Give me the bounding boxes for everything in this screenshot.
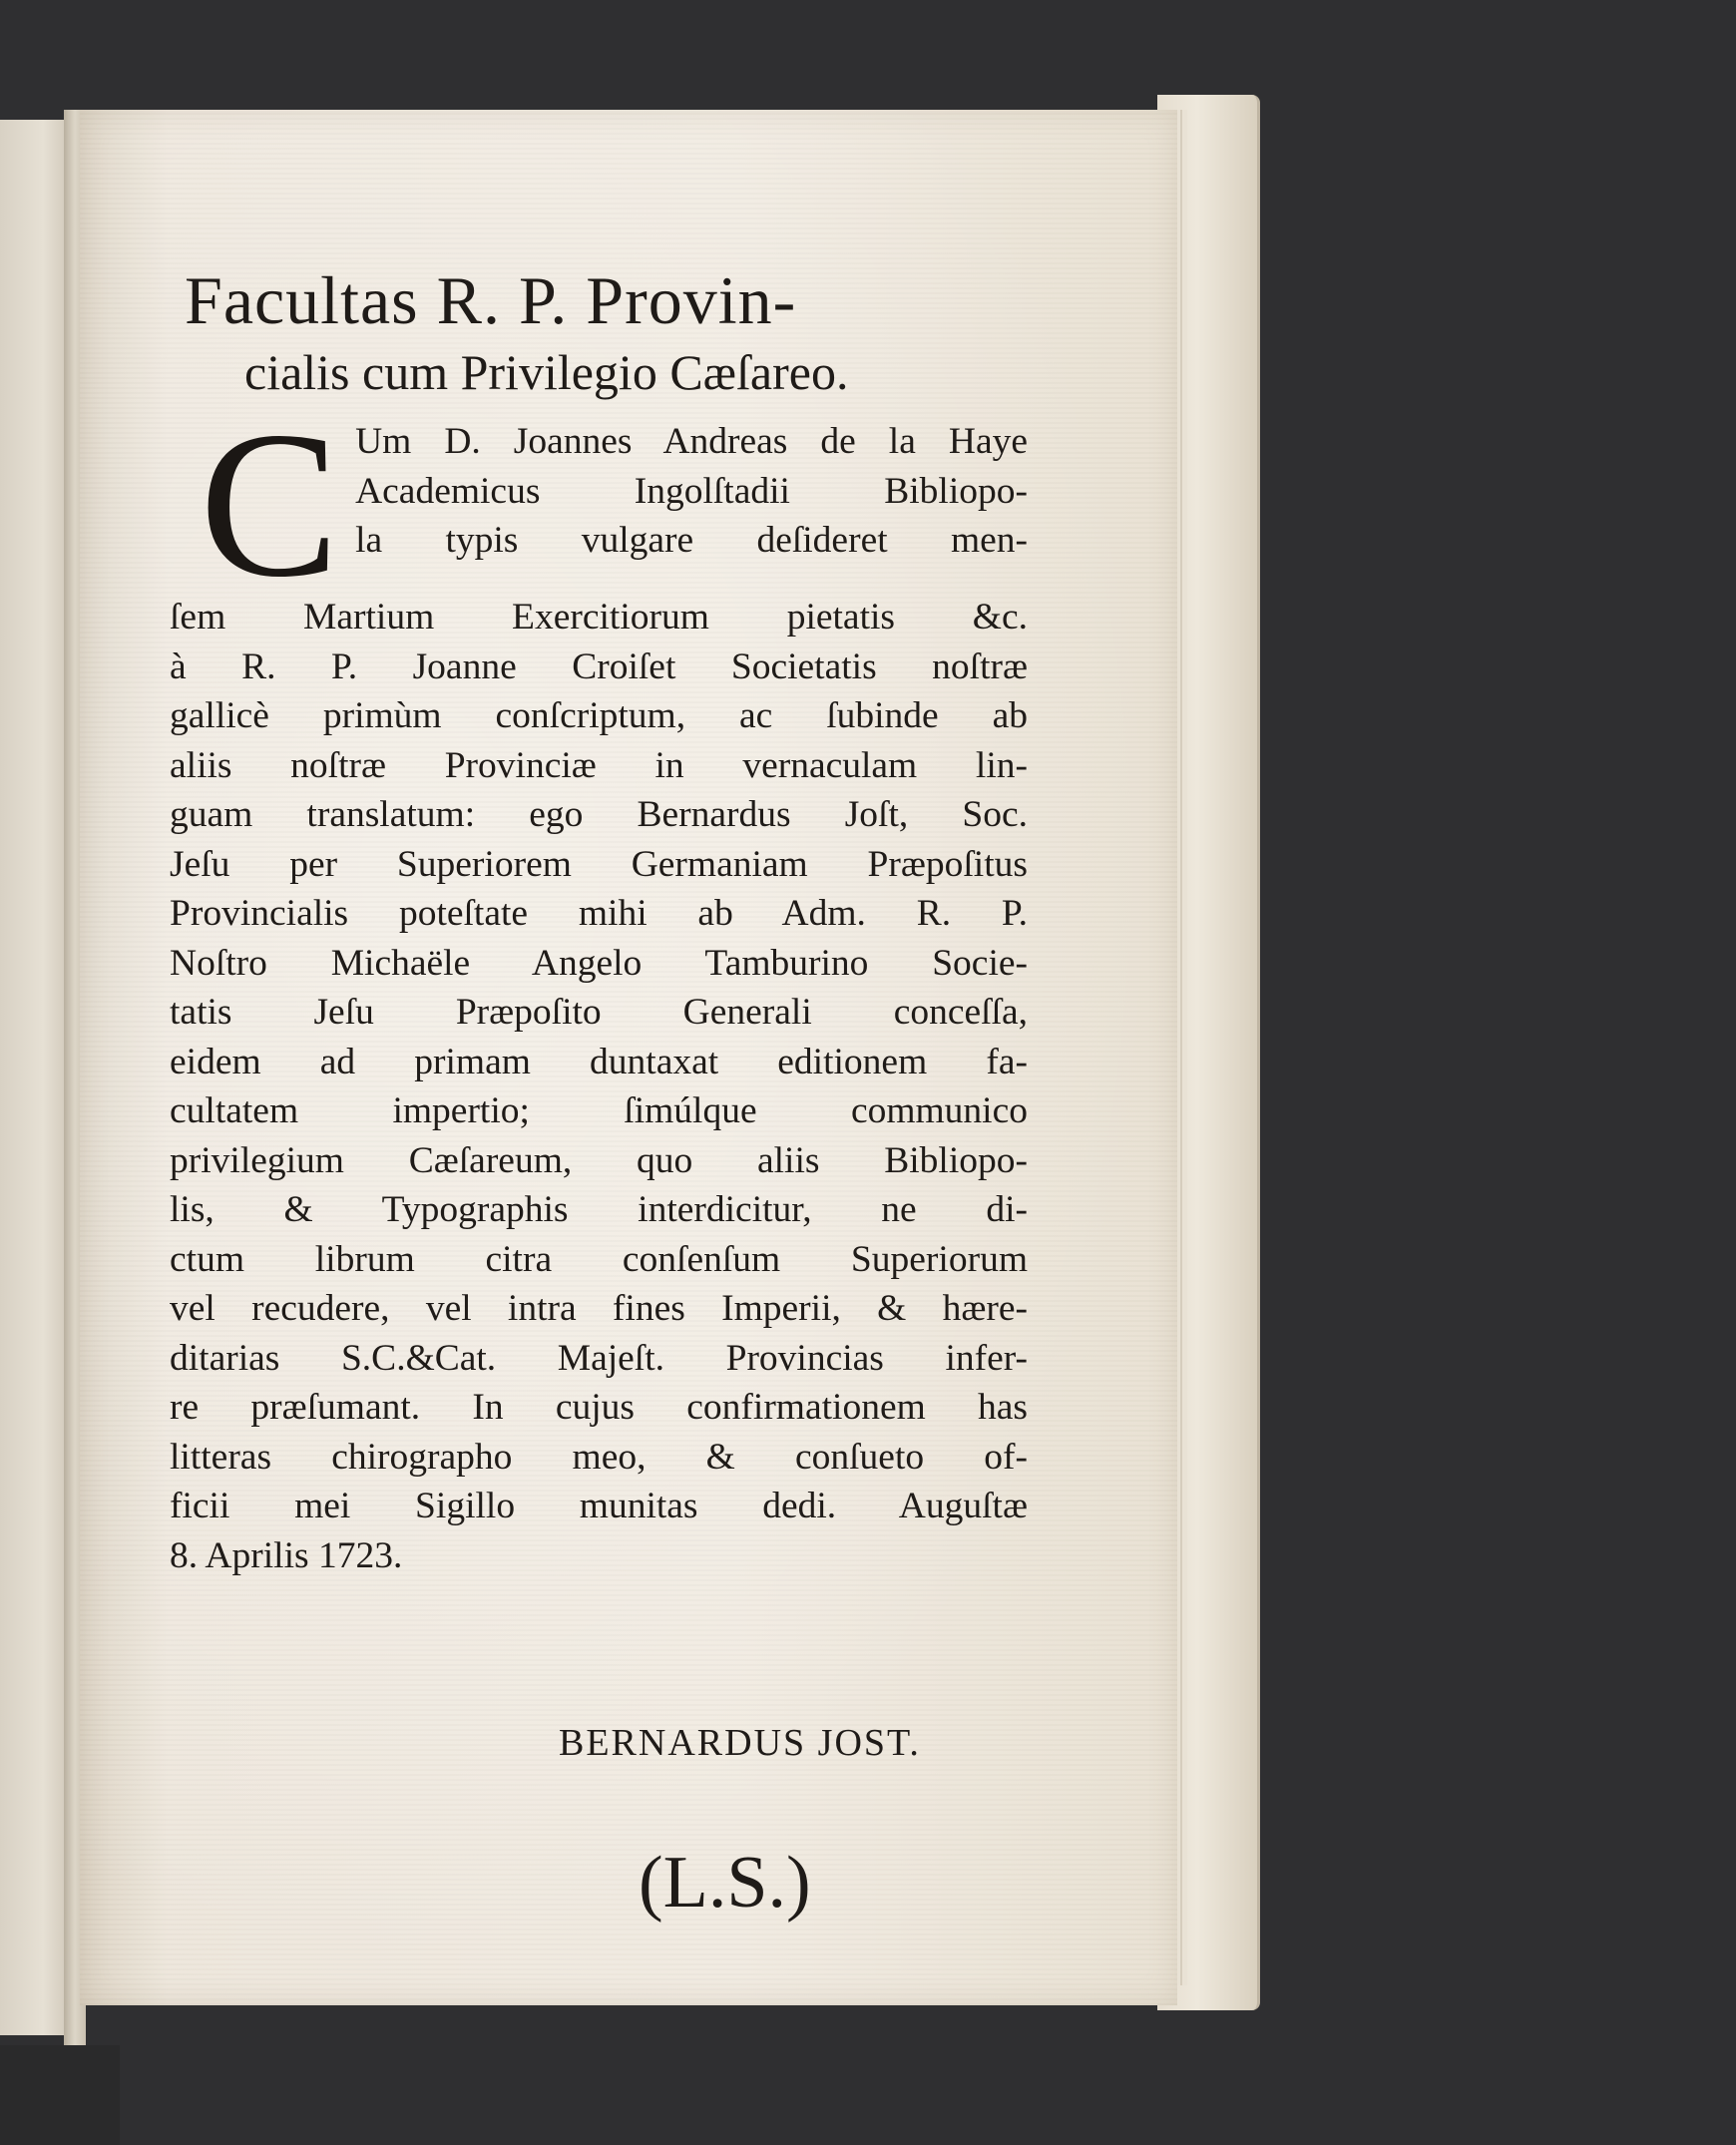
seal-mark: (L.S.) xyxy=(639,1842,811,1924)
body-line: aliis noſtræ Provinciæ in vernaculam lin- xyxy=(170,744,1028,786)
body-line: ditarias S.C.&Cat. Majeſt. Provincias infer- xyxy=(170,1337,1028,1379)
body-line: Jeſu per Superiorem Germaniam Præpoſitus xyxy=(170,843,1028,885)
signature: BERNARDUS JOST. xyxy=(559,1722,921,1764)
body-line: Provincialis poteſtate mihi ab Adm. R. P. xyxy=(170,893,1028,934)
privilege-body-text xyxy=(170,389,1028,1580)
body-line: ſem Martium Exercitiorum pietatis &c. xyxy=(170,597,1028,638)
body-line: privilegium Cæſareum, quo aliis Bibliopo- xyxy=(170,1139,1028,1181)
body-line: eidem ad primam duntaxat editionem fa- xyxy=(170,1041,1028,1082)
body-line: tatis Jeſu Præpoſito Generali conceſſa, xyxy=(170,992,1028,1033)
body-line: litteras chirographo meo, & conſueto of- xyxy=(170,1436,1028,1478)
body-line: ficii mei Sigillo munitas dedi. Auguſtæ xyxy=(170,1486,1028,1526)
body-line: guam translatum: ego Bernardus Joſt, Soc. xyxy=(170,794,1028,835)
body-line: la typis vulgare deſideret men- xyxy=(355,520,1028,561)
page-text-block xyxy=(170,259,1028,1924)
body-line: gallicè primùm conſcriptum, ac ſubinde ab xyxy=(170,695,1028,736)
drop-cap: C xyxy=(200,389,340,621)
title-line-1: Facultas R. P. Provin- xyxy=(185,262,797,338)
body-line: Academicus Ingolſtadii Bibliopo- xyxy=(355,470,1028,512)
document-page xyxy=(80,110,1177,2005)
previous-page-edge xyxy=(0,120,74,2035)
background-corner xyxy=(0,2045,120,2145)
body-line: à R. P. Joanne Croiſet Societatis noſtræ xyxy=(170,645,1028,687)
body-line: ctum librum citra conſenſum Superiorum xyxy=(170,1238,1028,1280)
body-line: lis, & Typographis interdicitur, ne di- xyxy=(170,1189,1028,1230)
body-line: re præſumant. In cujus confirmationem has xyxy=(170,1387,1028,1428)
title-line-2: cialis cum Privilegio Cæſareo. xyxy=(244,344,849,400)
body-line: Um D. Joannes Andreas de la Haye xyxy=(355,421,1028,462)
body-line: Noſtro Michaële Angelo Tamburino Socie- xyxy=(170,942,1028,984)
body-line: vel recudere, vel intra fines Imperii, & hære- xyxy=(170,1288,1028,1329)
body-line: 8. Aprilis 1723. xyxy=(170,1534,403,1576)
body-line: cultatem impertio; ſimúlque communico xyxy=(170,1090,1028,1131)
